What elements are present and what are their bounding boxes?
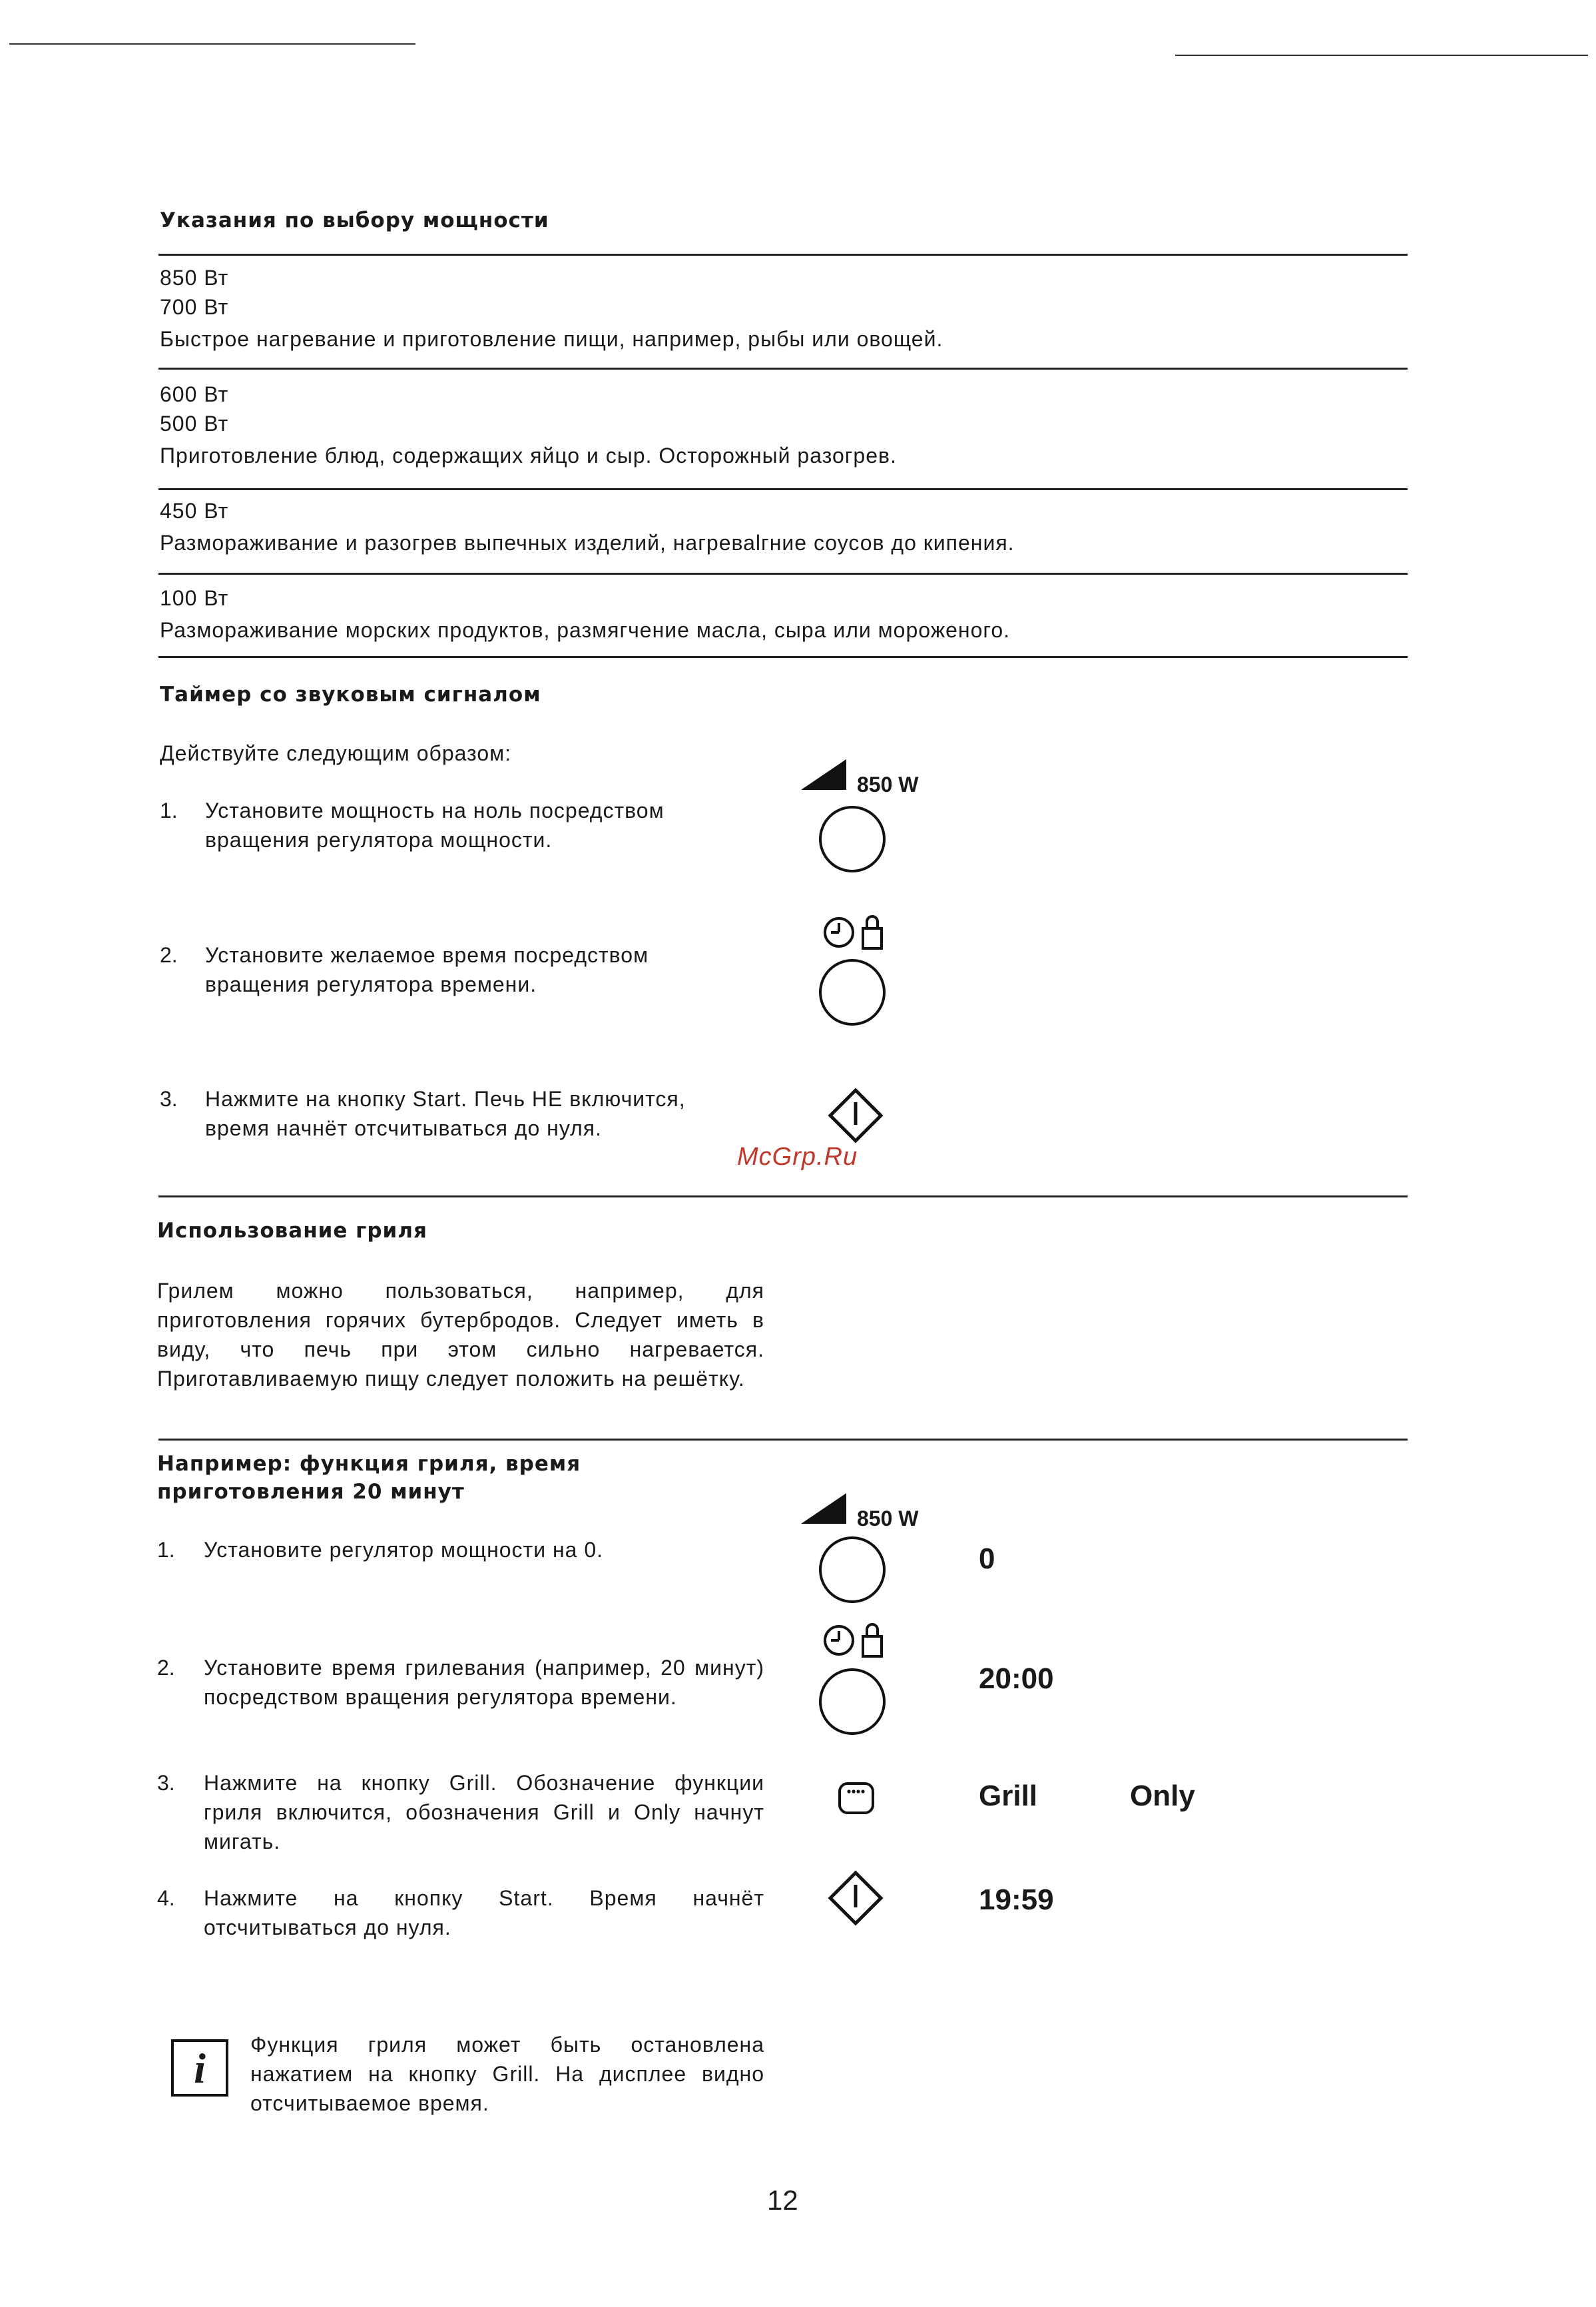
timer-step-1-line-2: вращения регулятора мощности. xyxy=(205,828,553,852)
timer-step-2-line-1: Установите желаемое время посредством xyxy=(205,943,649,967)
power-label: 850 W xyxy=(857,1506,919,1530)
timer-heading: Таймер со звуковым сигналом xyxy=(160,683,541,707)
divider xyxy=(158,656,1408,658)
example-step-1-text: Установите регулятор мощности на 0. xyxy=(204,1538,604,1562)
timer-intro: Действуйте следующим образом: xyxy=(160,741,512,765)
display-value: 0 xyxy=(979,1542,995,1575)
timer-step-2-line-2: вращения регулятора времени. xyxy=(205,972,537,996)
time-knob[interactable] xyxy=(819,959,886,1026)
step-number: 3. xyxy=(160,1087,178,1111)
divider xyxy=(158,1195,1408,1197)
power-850: 850 Вт xyxy=(160,266,229,290)
power-600-desc: Приготовление блюд, содержащих яйцо и сыр. Осторожный разогрев. xyxy=(160,444,897,468)
display-only: Only xyxy=(1130,1780,1195,1812)
power-450-desc: Размораживание и разогрев выпечных изделий, нагреваlгние соусов до кипения. xyxy=(160,531,1015,555)
watermark: McGrp.Ru xyxy=(737,1143,858,1171)
timer-step-1-line-1: Установите мощность на ноль посредством xyxy=(205,799,665,823)
start-icon[interactable] xyxy=(829,1089,882,1142)
grill-heading: Использование гриля xyxy=(157,1219,427,1243)
power-100-desc: Размораживание морских продуктов, размягчение масла, сыра или мороженого. xyxy=(160,618,1011,642)
step-number: 2. xyxy=(160,943,178,967)
display-value: 20:00 xyxy=(979,1662,1054,1695)
start-icon[interactable] xyxy=(829,1871,882,1925)
divider xyxy=(158,1439,1408,1441)
clock-lock-icon xyxy=(823,914,890,952)
info-text: Функция гриля может быть остановлена нажатием на кнопку Grill. На дисплее видно отсчитываемое время. xyxy=(250,2033,764,2115)
step-number: 3. xyxy=(157,1771,175,1795)
grill-text: Грилем можно пользоваться, например, для приготовления горячих бутербродов. Следует иметь в виду, что печь при этом сильно нагревается. Приготавливаемую пищу следует положить на решётку. xyxy=(157,1279,764,1391)
example-step-4-text: Нажмите на кнопку Start. Время начнёт отсчитываться до нуля. xyxy=(204,1886,764,1939)
clock-lock-icon xyxy=(823,1622,890,1660)
power-guide-heading: Указания по выбору мощности xyxy=(160,208,549,232)
info-letter: i xyxy=(194,2045,206,2092)
power-500: 500 Вт xyxy=(160,412,229,436)
power-600: 600 Вт xyxy=(160,382,229,406)
timer-step-3-line-1: Нажмите на кнопку Start. Печь НЕ включится, xyxy=(205,1087,686,1111)
divider xyxy=(158,368,1408,370)
power-450: 450 Вт xyxy=(160,499,229,523)
power-wedge-icon xyxy=(801,1493,848,1525)
top-rule-left xyxy=(9,43,415,45)
power-100: 100 Вт xyxy=(160,586,229,610)
divider xyxy=(158,573,1408,575)
step-number: 4. xyxy=(157,1886,175,1910)
page-number: 12 xyxy=(767,2184,798,2216)
example-heading-line-2: приготовления 20 минут xyxy=(157,1480,465,1504)
power-700: 700 Вт xyxy=(160,295,229,319)
step-number: 2. xyxy=(157,1656,175,1680)
power-wedge-icon xyxy=(801,759,848,791)
divider xyxy=(158,488,1408,490)
power-knob[interactable] xyxy=(819,806,886,872)
timer-step-3-line-2: время начнёт отсчитываться до нуля. xyxy=(205,1116,602,1140)
example-heading-line-1: Например: функция гриля, время xyxy=(157,1452,581,1476)
divider xyxy=(158,254,1408,256)
power-label: 850 W xyxy=(857,773,919,797)
display-value: 19:59 xyxy=(979,1883,1054,1916)
power-knob[interactable] xyxy=(819,1536,886,1603)
example-step-3-text: Нажмите на кнопку Grill. Обозначение функции гриля включится, обозначения Grill и Only начнут мигать. xyxy=(204,1771,764,1853)
time-knob[interactable] xyxy=(819,1668,886,1735)
grill-icon[interactable] xyxy=(838,1782,875,1815)
top-rule-right xyxy=(1175,55,1588,56)
step-number: 1. xyxy=(157,1538,175,1562)
step-number: 1. xyxy=(160,799,178,823)
display-grill: Grill xyxy=(979,1780,1038,1812)
example-step-2-text: Установите время грилевания (например, 20 минут) посредством вращения регулятора времени. xyxy=(204,1656,764,1709)
power-850-desc: Быстрое нагревание и приготовление пищи, например, рыбы или овощей. xyxy=(160,327,943,351)
info-icon xyxy=(171,2039,228,2097)
